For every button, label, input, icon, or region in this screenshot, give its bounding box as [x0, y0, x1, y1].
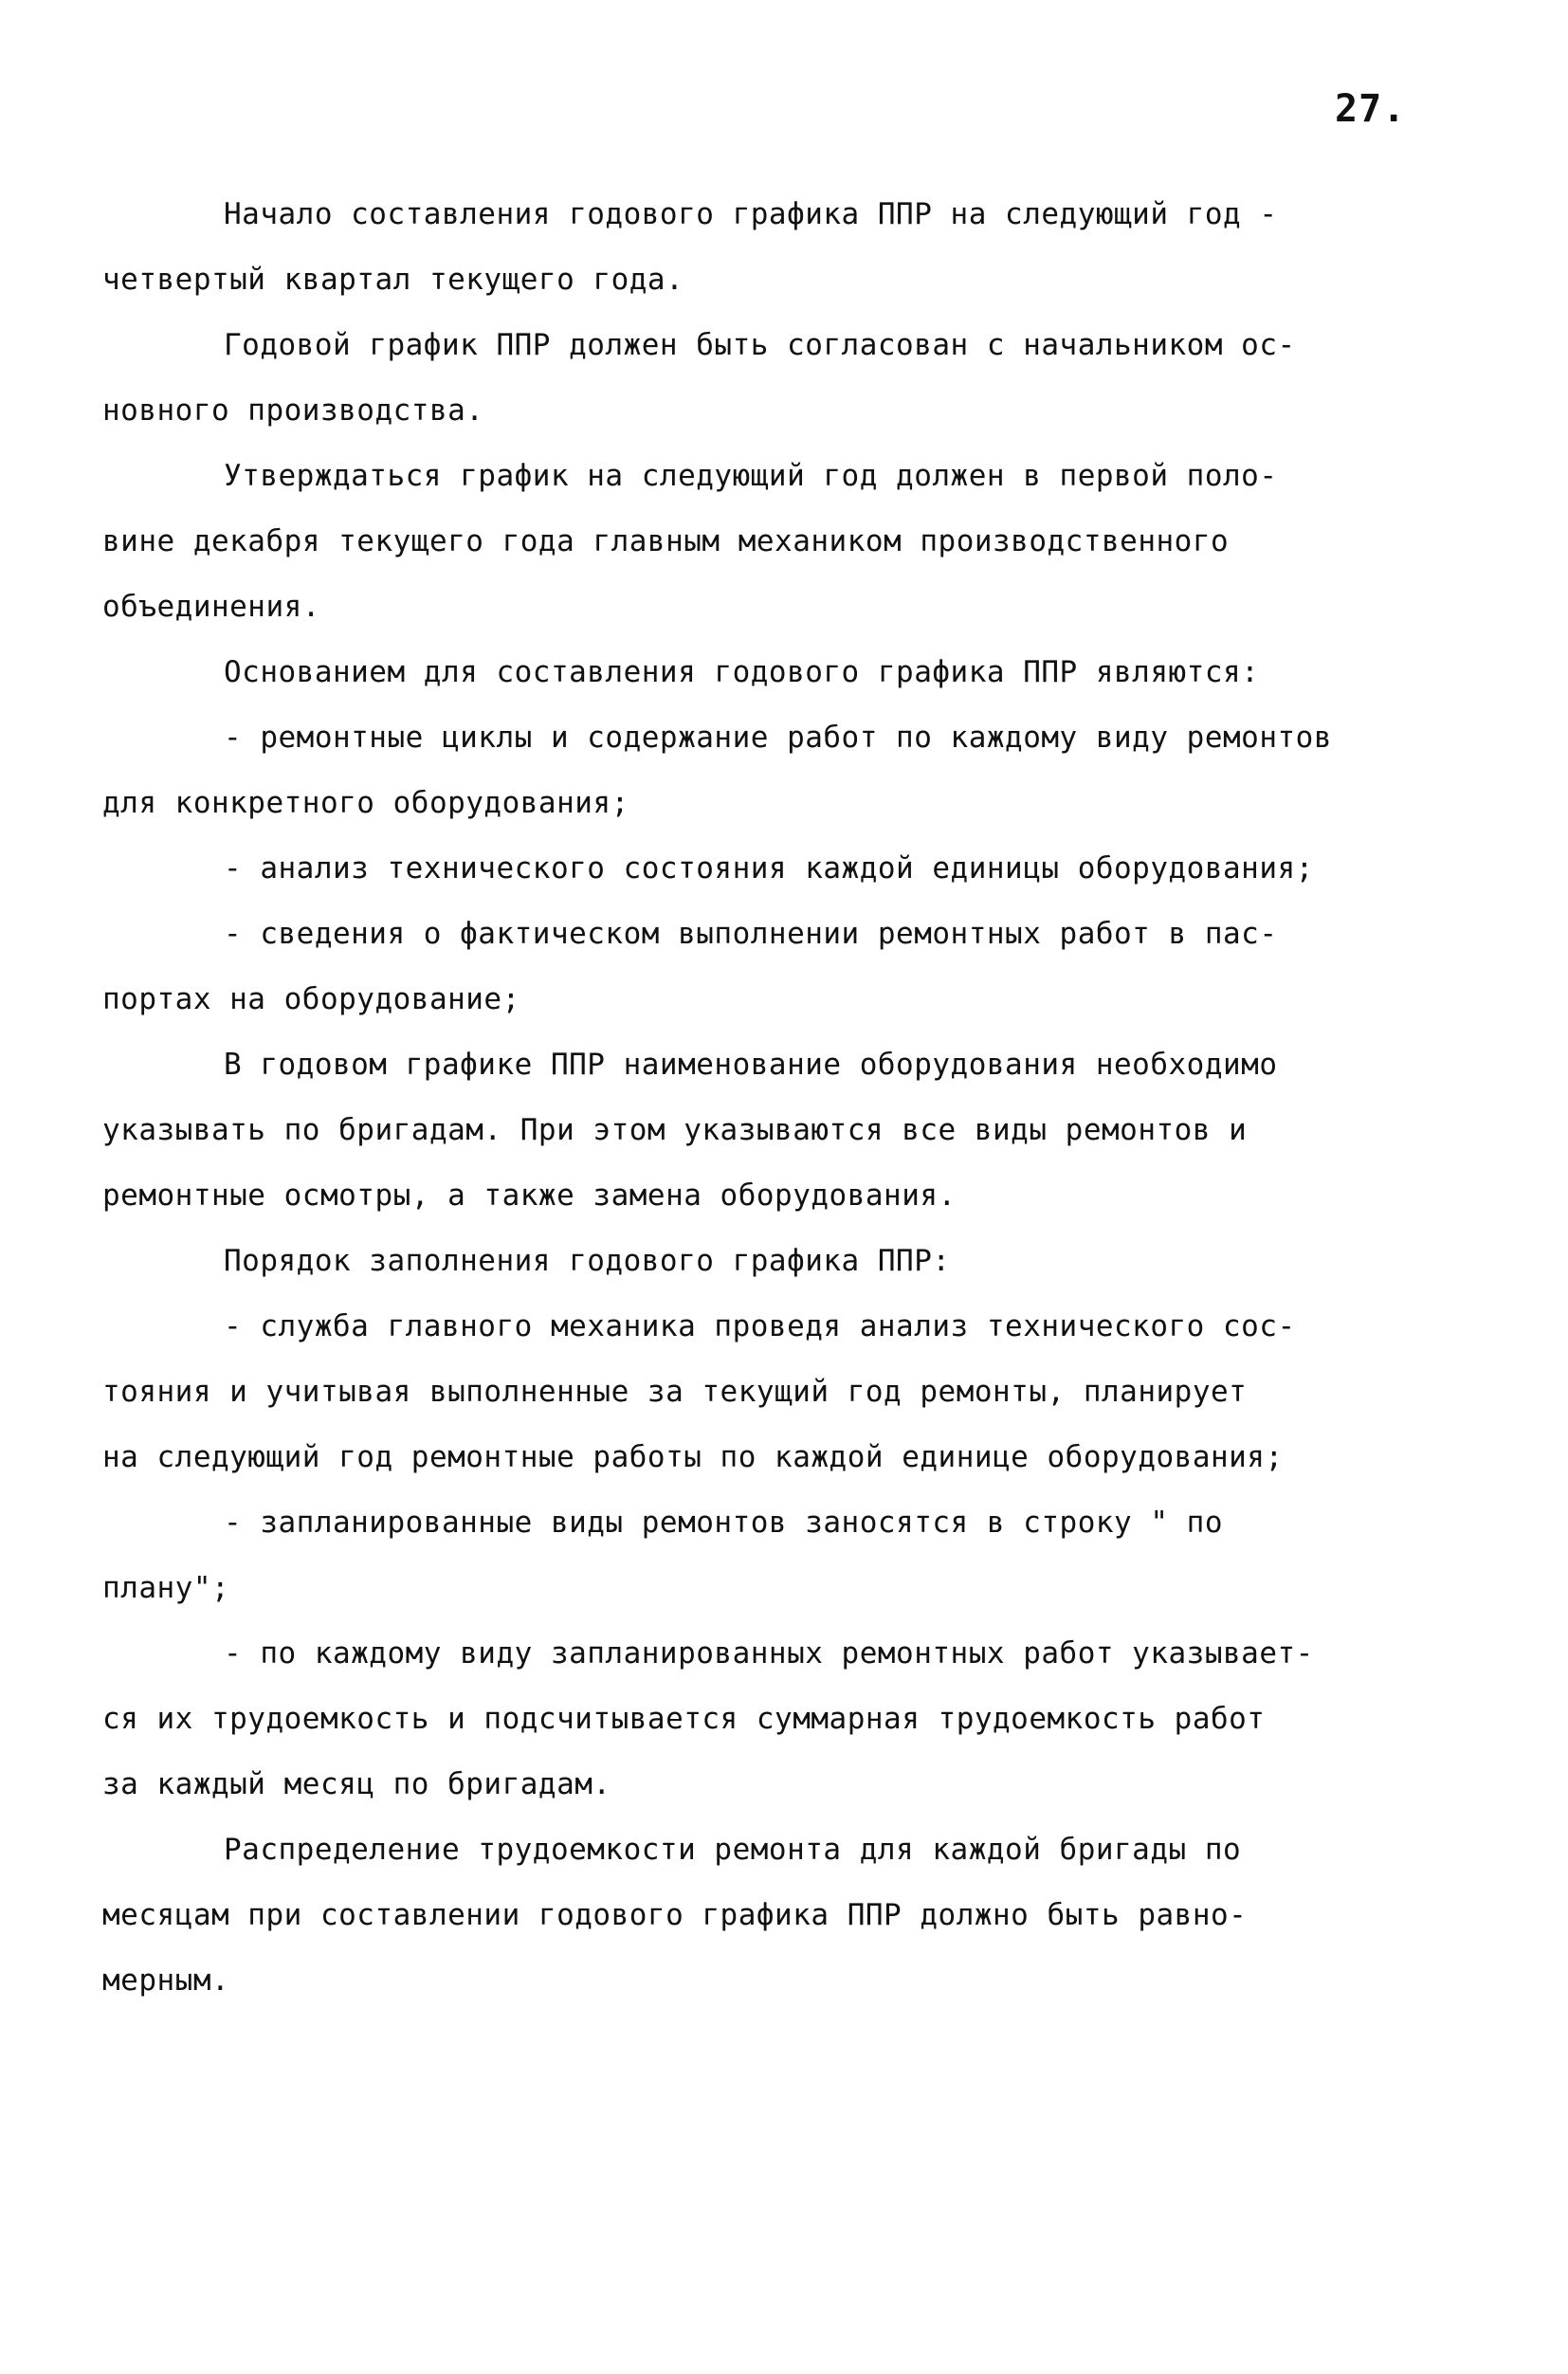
page-number: 27.: [1335, 87, 1407, 131]
paragraph-line: Порядок заполнения годового графика ППР:: [224, 1244, 951, 1278]
paragraph-line: объединения.: [102, 590, 320, 624]
paragraph-line: ремонтные осмотры, а также замена оборудования.: [102, 1178, 957, 1213]
paragraph-line: месяцам при составлении годового графика ППР должно быть равно-: [102, 1898, 1248, 1932]
paragraph-line: Утверждаться график на следующий год должен в первой поло-: [224, 459, 1278, 493]
list-item-line: за каждый месяц по бригадам.: [102, 1767, 611, 1801]
list-item-line: - сведения о фактическом выполнении ремонтных работ в пас-: [224, 917, 1278, 951]
paragraph-line: Начало составления годового графика ППР на следующий год -: [224, 197, 1278, 231]
paragraph-line: Распределение трудоемкости ремонта для каждой бригады по: [224, 1833, 1242, 1867]
list-item-line: - запланированные виды ремонтов заносятся в строку " по: [224, 1506, 1223, 1540]
paragraph-line: мерным.: [102, 1963, 230, 1998]
paragraph-line: Годовой график ППР должен быть согласован с начальником ос-: [224, 328, 1296, 362]
list-item-line: ся их трудоемкость и подсчитывается суммарная трудоемкость работ: [102, 1702, 1266, 1736]
list-item-line: - ремонтные циклы и содержание работ по каждому виду ремонтов: [224, 721, 1332, 755]
body-text: [102, 182, 1468, 2014]
paragraph-line: указывать по бригадам. При этом указываются все виды ремонтов и: [102, 1113, 1248, 1147]
paragraph-line: четвертый квартал текущего года.: [102, 263, 684, 297]
paragraph-line: Основанием для составления годового графика ППР являются:: [224, 655, 1260, 689]
paragraph-line: новного производства.: [102, 393, 484, 428]
list-item-line: для конкретного оборудования;: [102, 786, 629, 820]
list-item-line: - анализ технического состояния каждой единицы оборудования;: [224, 851, 1314, 886]
list-item-line: портах на оборудование;: [102, 982, 520, 1016]
list-item-line: - служба главного механика проведя анализ технического сос-: [224, 1309, 1296, 1343]
list-item-line: тояния и учитывая выполненные за текущий год ремонты, планирует: [102, 1375, 1248, 1409]
list-item-line: - по каждому виду запланированных ремонтных работ указывает-: [224, 1636, 1314, 1671]
paragraph-line: В годовом графике ППР наименование оборудования необходимо: [224, 1048, 1278, 1082]
list-item-line: на следующий год ремонтные работы по каждой единице оборудования;: [102, 1440, 1284, 1474]
paragraph-line: вине декабря текущего года главным механиком производственного: [102, 524, 1230, 558]
list-item-line: плану";: [102, 1571, 230, 1605]
